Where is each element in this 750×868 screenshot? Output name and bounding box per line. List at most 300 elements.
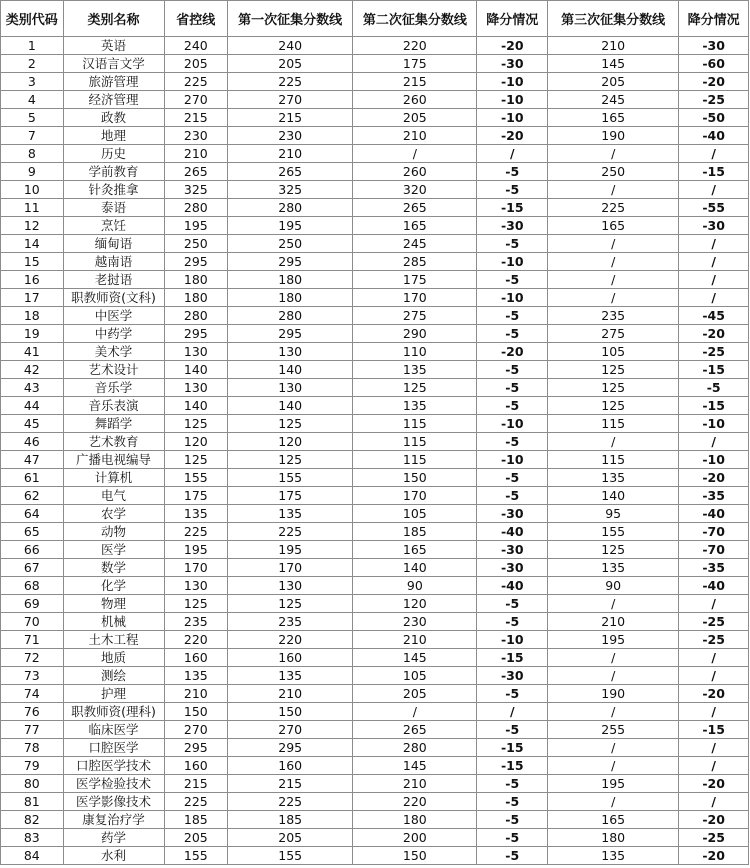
second-round-line-cell: 205 [353, 109, 477, 127]
reduction-1-cell: -15 [477, 739, 548, 757]
third-round-line-cell: / [548, 667, 679, 685]
second-round-line-cell: 135 [353, 361, 477, 379]
reduction-1-cell: -10 [477, 73, 548, 91]
category-name-cell: 艺术设计 [63, 361, 164, 379]
table-row [1, 307, 749, 325]
category-code-cell: 41 [1, 343, 64, 361]
category-name-cell: 老挝语 [63, 271, 164, 289]
second-round-line-cell: 165 [353, 541, 477, 559]
first-round-line-cell: 130 [228, 379, 353, 397]
table-row [1, 163, 749, 181]
provincial-line-cell: 240 [164, 37, 228, 55]
third-round-line-cell: / [548, 757, 679, 775]
reduction-2-cell: / [679, 649, 749, 667]
category-name-cell: 测绘 [63, 667, 164, 685]
first-round-line-cell: 215 [228, 775, 353, 793]
second-round-line-cell: 275 [353, 307, 477, 325]
category-code-cell: 17 [1, 289, 64, 307]
table-row [1, 199, 749, 217]
third-round-line-cell: / [548, 433, 679, 451]
second-round-line-cell: 210 [353, 775, 477, 793]
category-name-cell: 康复治疗学 [63, 811, 164, 829]
first-round-line-cell: 135 [228, 505, 353, 523]
third-round-line-cell: 210 [548, 613, 679, 631]
table-row [1, 379, 749, 397]
category-name-cell: 临床医学 [63, 721, 164, 739]
first-round-line-cell: 170 [228, 559, 353, 577]
first-round-line-cell: 140 [228, 361, 353, 379]
category-name-cell: 针灸推拿 [63, 181, 164, 199]
second-round-line-cell: 115 [353, 415, 477, 433]
reduction-2-cell: -35 [679, 487, 749, 505]
table-row [1, 181, 749, 199]
table-row [1, 37, 749, 55]
table-row [1, 649, 749, 667]
category-name-cell: 舞蹈学 [63, 415, 164, 433]
category-code-cell: 5 [1, 109, 64, 127]
first-round-line-cell: 150 [228, 703, 353, 721]
third-round-line-cell: 225 [548, 199, 679, 217]
reduction-2-cell: -50 [679, 109, 749, 127]
first-round-line-cell: 205 [228, 829, 353, 847]
provincial-line-cell: 295 [164, 739, 228, 757]
first-round-line-cell: 160 [228, 649, 353, 667]
category-name-cell: 医学影像技术 [63, 793, 164, 811]
category-name-cell: 土木工程 [63, 631, 164, 649]
reduction-1-cell: -10 [477, 289, 548, 307]
reduction-1-cell: -30 [477, 505, 548, 523]
category-code-cell: 66 [1, 541, 64, 559]
third-round-line-cell: 190 [548, 685, 679, 703]
third-round-line-cell: 140 [548, 487, 679, 505]
second-round-line-cell: 105 [353, 667, 477, 685]
category-code-cell: 45 [1, 415, 64, 433]
second-round-line-cell: 185 [353, 523, 477, 541]
table-row [1, 415, 749, 433]
third-round-line-cell: 125 [548, 361, 679, 379]
category-name-cell: 农学 [63, 505, 164, 523]
reduction-2-cell: -40 [679, 577, 749, 595]
first-round-line-cell: 295 [228, 253, 353, 271]
first-round-line-cell: 240 [228, 37, 353, 55]
reduction-2-cell: -20 [679, 469, 749, 487]
provincial-line-cell: 125 [164, 595, 228, 613]
category-code-cell: 78 [1, 739, 64, 757]
third-round-line-cell: / [548, 271, 679, 289]
reduction-1-cell: -10 [477, 415, 548, 433]
reduction-1-cell: -5 [477, 325, 548, 343]
reduction-1-cell: -5 [477, 829, 548, 847]
third-round-line-cell: / [548, 181, 679, 199]
provincial-line-cell: 210 [164, 145, 228, 163]
reduction-1-cell: -30 [477, 217, 548, 235]
reduction-2-cell: -45 [679, 307, 749, 325]
category-name-cell: 中药学 [63, 325, 164, 343]
reduction-2-cell: / [679, 145, 749, 163]
second-round-line-cell: 175 [353, 271, 477, 289]
first-round-line-cell: 140 [228, 397, 353, 415]
provincial-line-cell: 185 [164, 811, 228, 829]
category-name-cell: 地质 [63, 649, 164, 667]
category-code-cell: 46 [1, 433, 64, 451]
header-second-round-line: 第二次征集分数线 [353, 1, 477, 37]
second-round-line-cell: 180 [353, 811, 477, 829]
provincial-line-cell: 130 [164, 577, 228, 595]
reduction-2-cell: / [679, 181, 749, 199]
reduction-1-cell: -5 [477, 379, 548, 397]
table-row [1, 739, 749, 757]
reduction-1-cell: / [477, 145, 548, 163]
reduction-2-cell: / [679, 289, 749, 307]
category-code-cell: 79 [1, 757, 64, 775]
category-code-cell: 70 [1, 613, 64, 631]
first-round-line-cell: 250 [228, 235, 353, 253]
provincial-line-cell: 205 [164, 55, 228, 73]
reduction-2-cell: -15 [679, 397, 749, 415]
first-round-line-cell: 125 [228, 451, 353, 469]
provincial-line-cell: 225 [164, 73, 228, 91]
category-code-cell: 76 [1, 703, 64, 721]
first-round-line-cell: 155 [228, 847, 353, 865]
table-row [1, 757, 749, 775]
second-round-line-cell: 145 [353, 649, 477, 667]
third-round-line-cell: / [548, 739, 679, 757]
second-round-line-cell: 150 [353, 469, 477, 487]
category-code-cell: 4 [1, 91, 64, 109]
provincial-line-cell: 170 [164, 559, 228, 577]
first-round-line-cell: 180 [228, 289, 353, 307]
second-round-line-cell: 210 [353, 631, 477, 649]
third-round-line-cell: 135 [548, 847, 679, 865]
reduction-1-cell: -5 [477, 307, 548, 325]
first-round-line-cell: 220 [228, 631, 353, 649]
first-round-line-cell: 135 [228, 667, 353, 685]
provincial-line-cell: 130 [164, 379, 228, 397]
third-round-line-cell: 180 [548, 829, 679, 847]
provincial-line-cell: 155 [164, 847, 228, 865]
reduction-2-cell: -20 [679, 847, 749, 865]
provincial-line-cell: 210 [164, 685, 228, 703]
third-round-line-cell: 255 [548, 721, 679, 739]
category-code-cell: 65 [1, 523, 64, 541]
provincial-line-cell: 225 [164, 793, 228, 811]
first-round-line-cell: 280 [228, 307, 353, 325]
first-round-line-cell: 325 [228, 181, 353, 199]
provincial-line-cell: 150 [164, 703, 228, 721]
header-category-code: 类别代码 [1, 1, 64, 37]
second-round-line-cell: / [353, 145, 477, 163]
reduction-2-cell: / [679, 667, 749, 685]
table-row [1, 667, 749, 685]
category-name-cell: 职教师资(理科) [63, 703, 164, 721]
header-reduction-1: 降分情况 [477, 1, 548, 37]
reduction-2-cell: -70 [679, 523, 749, 541]
category-name-cell: 动物 [63, 523, 164, 541]
second-round-line-cell: 230 [353, 613, 477, 631]
table-row [1, 703, 749, 721]
reduction-2-cell: -55 [679, 199, 749, 217]
reduction-2-cell: -20 [679, 685, 749, 703]
table-row [1, 793, 749, 811]
category-name-cell: 旅游管理 [63, 73, 164, 91]
table-row [1, 541, 749, 559]
reduction-2-cell: -5 [679, 379, 749, 397]
reduction-1-cell: -10 [477, 631, 548, 649]
category-code-cell: 11 [1, 199, 64, 217]
category-name-cell: 泰语 [63, 199, 164, 217]
third-round-line-cell: 195 [548, 631, 679, 649]
category-name-cell: 美术学 [63, 343, 164, 361]
table-row [1, 217, 749, 235]
table-row [1, 721, 749, 739]
category-name-cell: 烹饪 [63, 217, 164, 235]
provincial-line-cell: 125 [164, 451, 228, 469]
reduction-1-cell: -5 [477, 235, 548, 253]
table-row [1, 55, 749, 73]
table-row [1, 109, 749, 127]
first-round-line-cell: 125 [228, 415, 353, 433]
table-row [1, 91, 749, 109]
reduction-1-cell: -5 [477, 721, 548, 739]
reduction-1-cell: -10 [477, 451, 548, 469]
first-round-line-cell: 225 [228, 793, 353, 811]
first-round-line-cell: 270 [228, 721, 353, 739]
category-code-cell: 82 [1, 811, 64, 829]
category-name-cell: 机械 [63, 613, 164, 631]
provincial-line-cell: 280 [164, 199, 228, 217]
table-row [1, 289, 749, 307]
category-code-cell: 1 [1, 37, 64, 55]
category-code-cell: 18 [1, 307, 64, 325]
category-code-cell: 15 [1, 253, 64, 271]
first-round-line-cell: 160 [228, 757, 353, 775]
category-code-cell: 80 [1, 775, 64, 793]
third-round-line-cell: 250 [548, 163, 679, 181]
table-row [1, 469, 749, 487]
category-name-cell: 音乐表演 [63, 397, 164, 415]
reduction-1-cell: / [477, 703, 548, 721]
category-name-cell: 口腔医学技术 [63, 757, 164, 775]
table-row [1, 631, 749, 649]
third-round-line-cell: 115 [548, 415, 679, 433]
provincial-line-cell: 130 [164, 343, 228, 361]
third-round-line-cell: 210 [548, 37, 679, 55]
table-row [1, 271, 749, 289]
reduction-1-cell: -5 [477, 847, 548, 865]
reduction-2-cell: -10 [679, 415, 749, 433]
first-round-line-cell: 295 [228, 739, 353, 757]
third-round-line-cell: / [548, 595, 679, 613]
provincial-line-cell: 205 [164, 829, 228, 847]
category-name-cell: 经济管理 [63, 91, 164, 109]
reduction-1-cell: -5 [477, 685, 548, 703]
third-round-line-cell: 125 [548, 541, 679, 559]
third-round-line-cell: / [548, 289, 679, 307]
second-round-line-cell: 215 [353, 73, 477, 91]
table-row [1, 487, 749, 505]
category-name-cell: 护理 [63, 685, 164, 703]
second-round-line-cell: 220 [353, 793, 477, 811]
provincial-line-cell: 175 [164, 487, 228, 505]
reduction-1-cell: -20 [477, 343, 548, 361]
third-round-line-cell: 145 [548, 55, 679, 73]
third-round-line-cell: 245 [548, 91, 679, 109]
first-round-line-cell: 130 [228, 577, 353, 595]
table-row [1, 685, 749, 703]
header-reduction-2: 降分情况 [679, 1, 749, 37]
first-round-line-cell: 265 [228, 163, 353, 181]
second-round-line-cell: 265 [353, 721, 477, 739]
second-round-line-cell: 260 [353, 91, 477, 109]
second-round-line-cell: 115 [353, 451, 477, 469]
provincial-line-cell: 120 [164, 433, 228, 451]
table-row [1, 505, 749, 523]
category-code-cell: 10 [1, 181, 64, 199]
third-round-line-cell: 165 [548, 109, 679, 127]
second-round-line-cell: 205 [353, 685, 477, 703]
third-round-line-cell: / [548, 649, 679, 667]
provincial-line-cell: 235 [164, 613, 228, 631]
third-round-line-cell: / [548, 793, 679, 811]
header-category-name: 类别名称 [63, 1, 164, 37]
reduction-2-cell: -15 [679, 721, 749, 739]
table-row [1, 127, 749, 145]
provincial-line-cell: 195 [164, 541, 228, 559]
table-row [1, 361, 749, 379]
provincial-line-cell: 215 [164, 775, 228, 793]
third-round-line-cell: 95 [548, 505, 679, 523]
third-round-line-cell: 125 [548, 379, 679, 397]
second-round-line-cell: 145 [353, 757, 477, 775]
reduction-2-cell: -20 [679, 73, 749, 91]
provincial-line-cell: 180 [164, 271, 228, 289]
category-code-cell: 44 [1, 397, 64, 415]
provincial-line-cell: 270 [164, 91, 228, 109]
reduction-1-cell: -5 [477, 361, 548, 379]
third-round-line-cell: 135 [548, 469, 679, 487]
category-code-cell: 73 [1, 667, 64, 685]
second-round-line-cell: 200 [353, 829, 477, 847]
reduction-2-cell: -25 [679, 613, 749, 631]
table-row [1, 775, 749, 793]
reduction-1-cell: -40 [477, 577, 548, 595]
category-code-cell: 64 [1, 505, 64, 523]
category-code-cell: 71 [1, 631, 64, 649]
provincial-line-cell: 140 [164, 361, 228, 379]
reduction-2-cell: / [679, 739, 749, 757]
provincial-line-cell: 250 [164, 235, 228, 253]
category-name-cell: 计算机 [63, 469, 164, 487]
header-third-round-line: 第三次征集分数线 [548, 1, 679, 37]
category-code-cell: 3 [1, 73, 64, 91]
third-round-line-cell: 135 [548, 559, 679, 577]
second-round-line-cell: 140 [353, 559, 477, 577]
category-name-cell: 水利 [63, 847, 164, 865]
provincial-line-cell: 265 [164, 163, 228, 181]
third-round-line-cell: 165 [548, 811, 679, 829]
reduction-2-cell: -10 [679, 451, 749, 469]
third-round-line-cell: / [548, 145, 679, 163]
reduction-2-cell: / [679, 703, 749, 721]
category-code-cell: 61 [1, 469, 64, 487]
provincial-line-cell: 160 [164, 757, 228, 775]
provincial-line-cell: 135 [164, 667, 228, 685]
category-name-cell: 英语 [63, 37, 164, 55]
category-code-cell: 7 [1, 127, 64, 145]
category-code-cell: 14 [1, 235, 64, 253]
reduction-2-cell: -70 [679, 541, 749, 559]
reduction-1-cell: -5 [477, 595, 548, 613]
third-round-line-cell: 165 [548, 217, 679, 235]
provincial-line-cell: 215 [164, 109, 228, 127]
table-row [1, 343, 749, 361]
reduction-1-cell: -30 [477, 55, 548, 73]
reduction-1-cell: -15 [477, 199, 548, 217]
first-round-line-cell: 295 [228, 325, 353, 343]
reduction-2-cell: / [679, 235, 749, 253]
second-round-line-cell: 260 [353, 163, 477, 181]
reduction-2-cell: -30 [679, 217, 749, 235]
reduction-2-cell: / [679, 757, 749, 775]
reduction-1-cell: -40 [477, 523, 548, 541]
reduction-1-cell: -15 [477, 649, 548, 667]
reduction-2-cell: -20 [679, 775, 749, 793]
category-code-cell: 84 [1, 847, 64, 865]
reduction-2-cell: -20 [679, 325, 749, 343]
provincial-line-cell: 280 [164, 307, 228, 325]
category-name-cell: 汉语言文学 [63, 55, 164, 73]
reduction-1-cell: -5 [477, 181, 548, 199]
reduction-1-cell: -30 [477, 559, 548, 577]
category-name-cell: 药学 [63, 829, 164, 847]
first-round-line-cell: 180 [228, 271, 353, 289]
provincial-line-cell: 220 [164, 631, 228, 649]
category-name-cell: 地理 [63, 127, 164, 145]
provincial-line-cell: 155 [164, 469, 228, 487]
provincial-line-cell: 160 [164, 649, 228, 667]
second-round-line-cell: / [353, 703, 477, 721]
second-round-line-cell: 120 [353, 595, 477, 613]
category-name-cell: 缅甸语 [63, 235, 164, 253]
table-row [1, 325, 749, 343]
reduction-2-cell: -15 [679, 163, 749, 181]
reduction-2-cell: -25 [679, 343, 749, 361]
category-name-cell: 口腔医学 [63, 739, 164, 757]
second-round-line-cell: 150 [353, 847, 477, 865]
category-code-cell: 19 [1, 325, 64, 343]
category-name-cell: 数学 [63, 559, 164, 577]
reduction-1-cell: -5 [477, 811, 548, 829]
first-round-line-cell: 210 [228, 145, 353, 163]
table-row [1, 613, 749, 631]
reduction-2-cell: -30 [679, 37, 749, 55]
category-code-cell: 2 [1, 55, 64, 73]
reduction-1-cell: -5 [477, 793, 548, 811]
category-code-cell: 12 [1, 217, 64, 235]
first-round-line-cell: 280 [228, 199, 353, 217]
provincial-line-cell: 270 [164, 721, 228, 739]
provincial-line-cell: 225 [164, 523, 228, 541]
third-round-line-cell: 235 [548, 307, 679, 325]
category-code-cell: 69 [1, 595, 64, 613]
second-round-line-cell: 165 [353, 217, 477, 235]
first-round-line-cell: 205 [228, 55, 353, 73]
second-round-line-cell: 220 [353, 37, 477, 55]
table-row [1, 829, 749, 847]
header-row [1, 1, 749, 37]
reduction-1-cell: -10 [477, 109, 548, 127]
second-round-line-cell: 290 [353, 325, 477, 343]
